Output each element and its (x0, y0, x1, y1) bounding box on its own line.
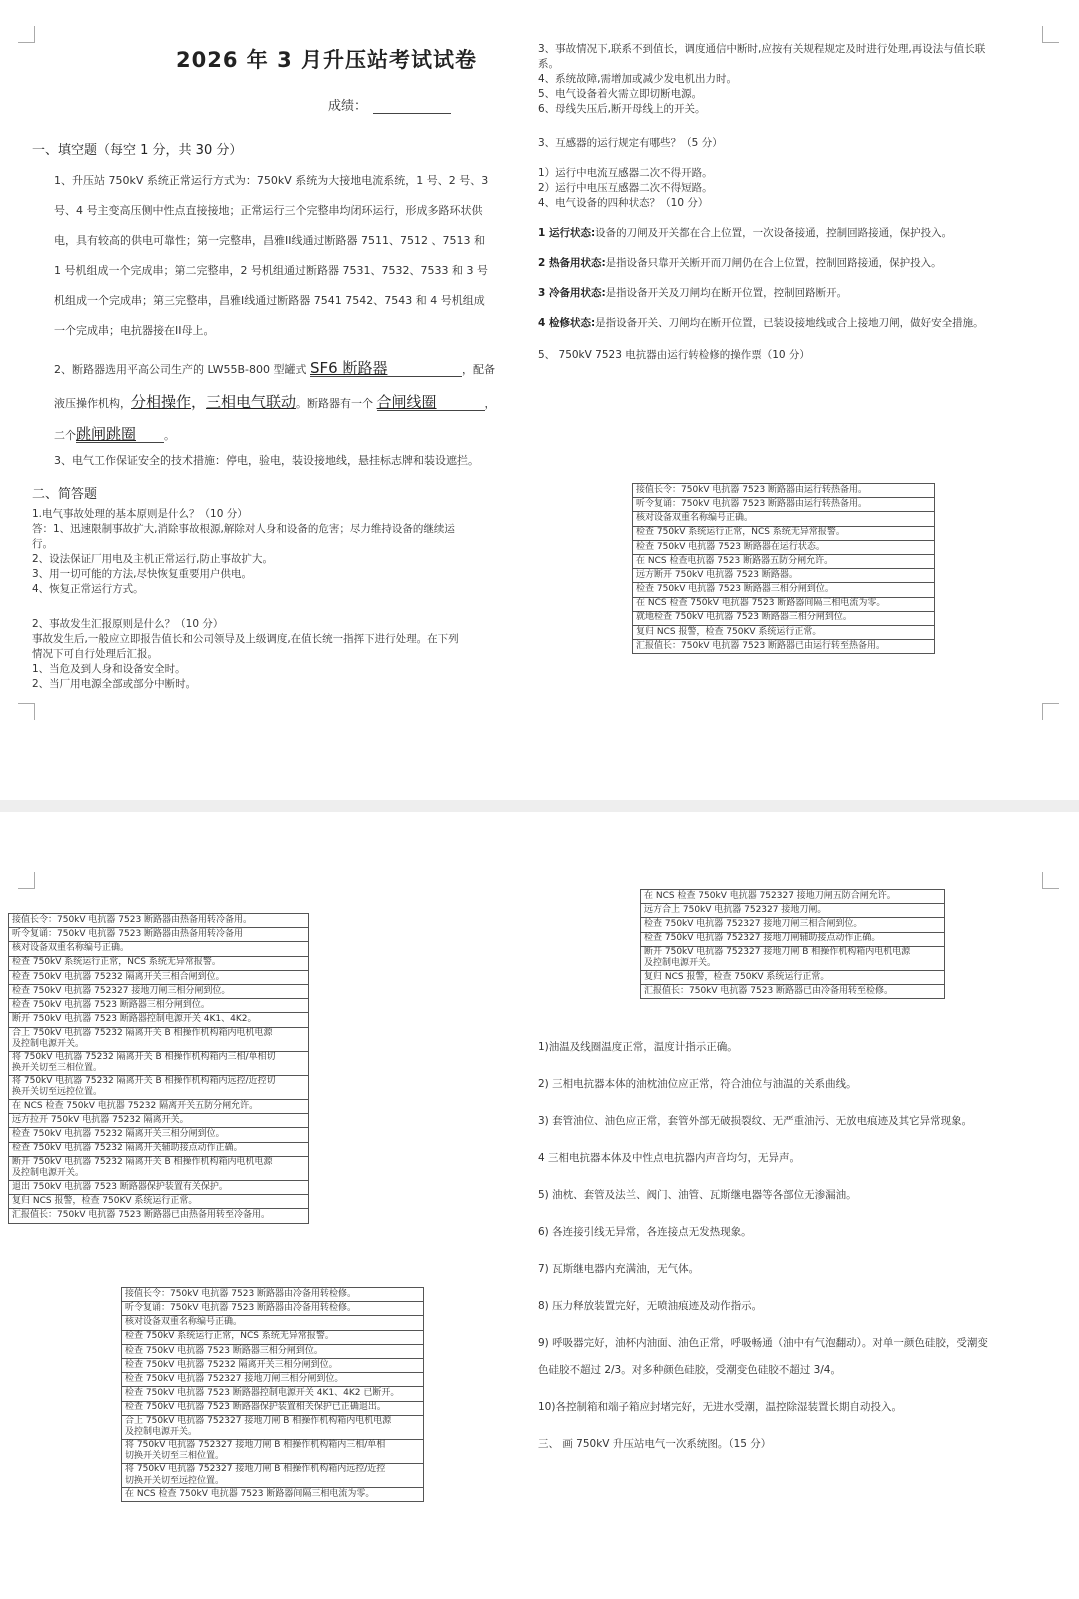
table-row (633, 540, 935, 554)
fill-q2-text: ，配备 (462, 363, 495, 376)
fill-q2-text: 二个 (54, 429, 76, 442)
table-row (9, 1195, 309, 1209)
table-row (122, 1316, 424, 1330)
text-line: 答：1、迅速限制事故扩大,消除事故根源,解除对人身和设备的危害；尽力维持设备的继续运 (32, 523, 455, 535)
table-row (633, 611, 935, 625)
fill-q3: 3、电气工作保证安全的技术措施：停电，验电，装设接地线，悬挂标志牌和装设遮拦。 (54, 454, 479, 467)
table-cell: 检查 750kV 电抗器 7523 断路器三相分闸到位。 (122, 1344, 424, 1358)
table-cell: 复归 NCS 报警，检查 750KV 系统运行正常。 (641, 970, 945, 984)
state-item (538, 286, 1058, 316)
score-label: 成绩： (328, 99, 368, 114)
table-cell: 在 NCS 检查 750kV 电抗器 752327 接地刀闸五防合闸允许。 (641, 890, 945, 904)
short-q3-heading: 3、互感器的运行规定有哪些？（5 分） (538, 137, 723, 149)
fill-q1 (54, 166, 519, 346)
fill-q2-text: 2、断路器选用平高公司生产的 LW55B-800 型罐式 (54, 363, 307, 376)
state-text: 是指设备开关及刀闸均在断开位置，控制回路断开。 (605, 287, 848, 299)
table-row (122, 1302, 424, 1316)
inspection-item: 色硅胶不超过 2/3。对多种颜色硅胶，受潮变色硅胶不超过 3/4。 (538, 1364, 841, 1376)
fill-q1-line: 一个完成串；电抗器接在II母上。 (54, 324, 215, 337)
text-line: 5、电气设备着火需立即切断电源。 (538, 88, 703, 100)
table-cell: 就地检查 750kV 电抗器 7523 断路器三相分闸到位。 (633, 611, 935, 625)
text-line: 4、电气设备的四种状态？（10 分） (538, 197, 709, 209)
table-row (641, 970, 945, 984)
text-line: 2、当厂用电源全部或部分中断时。 (32, 678, 197, 690)
table-row (9, 984, 309, 998)
table-row (122, 1387, 424, 1401)
table-cell: 核对设备双重名称编号正确。 (633, 512, 935, 526)
inspection-item: 7) 瓦斯继电器内充满油，无气体。 (538, 1263, 700, 1275)
table-cell: 将 750kV 电抗器 75232 隔离开关 B 相操作机构箱内三相/单相切 换开关切至三相位置。 (9, 1051, 309, 1075)
crop-mark (1042, 872, 1059, 889)
text-line: 3、用一切可能的方法,尽快恢复重要用户供电。 (32, 568, 253, 580)
state-text: 设备的刀闸及开关都在合上位置，一次设备接通，控制回路接通，保护投入。 (595, 227, 953, 239)
section3-heading: 三、 画 750kV 升压站电气一次系统图。（15 分） (538, 1438, 772, 1450)
fill-q2-text: ， (191, 393, 207, 411)
table-cell: 将 750kV 电抗器 75232 隔离开关 B 相操作机构箱内远控/近控切 换开关切至远控位置。 (9, 1075, 309, 1099)
table-cell: 检查 750kV 电抗器 752327 接地刀闸三相合闸到位。 (641, 918, 945, 932)
table-row (122, 1488, 424, 1502)
fill-q2-line-2 (54, 386, 519, 420)
text-line: 6、母线失压后,断开母线上的开关。 (538, 103, 706, 115)
table-cell: 检查 750kV 电抗器 75232 隔离开关三相分闸到位。 (122, 1358, 424, 1372)
table-cell: 将 750kV 电抗器 752327 接地刀闸 B 相操作机构箱内三相/单相 切换开关切至三相位置。 (122, 1439, 424, 1463)
text-line: 1、当危及到人身和设备安全时。 (32, 663, 186, 675)
table-cell: 远方合上 750kV 电抗器 752327 接地刀闸。 (641, 904, 945, 918)
table-cell: 断开 750kV 电抗器 75232 隔离开关 B 相操作机构箱内电机电源 及控制电源开关。 (9, 1156, 309, 1180)
inspection-item: 10)各控制箱和端子箱应封堵完好，无进水受潮，温控除湿装置长期自动投入。 (538, 1401, 902, 1413)
table-cell: 检查 750kV 系统运行正常，NCS 系统无异常报警。 (633, 526, 935, 540)
table-row (641, 946, 945, 970)
table-cell: 在 NCS 检查 750kV 电抗器 7523 断路器间隔三相电流为零。 (122, 1488, 424, 1502)
fill-q2 (54, 354, 519, 452)
text-line: 2、设法保证厂用电及主机正常运行,防止事故扩大。 (32, 553, 274, 565)
table-cell: 检查 750kV 电抗器 752327 接地刀闸三相分闸到位。 (9, 984, 309, 998)
table-cell: 远方断开 750kV 电抗器 7523 断路器。 (633, 569, 935, 583)
operation-ticket-table (632, 483, 935, 654)
table-cell: 核对设备双重名称编号正确。 (9, 942, 309, 956)
table-row (9, 1114, 309, 1128)
table-cell: 退出 750kV 电抗器 7523 断路器保护装置有关保护。 (9, 1181, 309, 1195)
table-cell: 听令复诵：750kV 电抗器 7523 断路器由运行转热备用。 (633, 498, 935, 512)
short-q1 (32, 507, 455, 597)
table-cell: 检查 750kV 系统运行正常，NCS 系统无异常报警。 (122, 1330, 424, 1344)
table-cell: 将 750kV 电抗器 752327 接地刀闸 B 相操作机构箱内远控/近控 切换开关切至远控位置。 (122, 1464, 424, 1488)
text-line: 4、恢复正常运行方式。 (32, 583, 144, 595)
table-cell: 听令复诵：750kV 电抗器 7523 断路器由冷备用转检修。 (122, 1302, 424, 1316)
crop-mark (18, 872, 35, 889)
operation-ticket-table (640, 889, 945, 999)
table-row (122, 1373, 424, 1387)
table-row (9, 1209, 309, 1223)
fill-q2-text: 液压操作机构， (54, 397, 131, 410)
inspection-item: 2) 三相电抗器本体的油枕油位应正常，符合油位与油温的关系曲线。 (538, 1078, 857, 1090)
table-cell: 检查 750kV 电抗器 75232 隔离开关辅助接点动作正确。 (9, 1142, 309, 1156)
table-cell: 复归 NCS 报警，检查 750KV 系统运行正常。 (633, 625, 935, 639)
state-label: 3 冷备用状态: (538, 287, 606, 299)
table-cell: 听令复诵：750kV 电抗器 7523 断路器由热备用转冷备用 (9, 928, 309, 942)
table-row (9, 1181, 309, 1195)
table-row (122, 1344, 424, 1358)
table-row (9, 914, 309, 928)
table-row (9, 928, 309, 942)
table-row (633, 640, 935, 654)
table-row (633, 512, 935, 526)
text-line: 4、系统故障,需增加或减少发电机出力时。 (538, 73, 738, 85)
table-row (641, 932, 945, 946)
text-line: 3、事故情况下,联系不到值长，调度通信中断时,应按有关规程规定及时进行处理,再设法与值长联 (538, 43, 986, 55)
state-label: 1 运行状态: (538, 227, 596, 239)
table-row (641, 985, 945, 999)
score-field (328, 95, 451, 114)
state-item (538, 226, 1058, 256)
table-row (633, 569, 935, 583)
short-q2-continued (538, 42, 1058, 117)
inspection-item: 4 三相电抗器本体及中性点电抗器内声音均匀，无异声。 (538, 1152, 801, 1164)
table-cell: 检查 750kV 电抗器 75232 隔离开关三相合闸到位。 (9, 970, 309, 984)
text-line: 事故发生后,一般应立即报告值长和公司领导及上级调度,在值长统一指挥下进行处理。在下列 (32, 633, 459, 645)
text-line: 1.电气事故处理的基本原则是什么？（10 分） (32, 508, 248, 520)
table-cell: 接值长令：750kV 电抗器 7523 断路器由冷备用转检修。 (122, 1288, 424, 1302)
short-q3 (538, 166, 713, 211)
inspection-list (538, 1038, 1058, 1453)
operation-ticket-table (121, 1287, 424, 1502)
inspection-item: 3) 套管油位、油色应正常，套管外部无破损裂纹、无严重油污、无放电痕迹及其它异常现象。 (538, 1115, 973, 1127)
table-cell: 汇报值长：750kV 电抗器 7523 断路器已由运行转至热备用。 (633, 640, 935, 654)
text-line: 2、事故发生汇报原则是什么？（10 分） (32, 618, 224, 630)
answer-blank: 分相操作 (131, 393, 192, 411)
table-row (633, 583, 935, 597)
table-row (122, 1358, 424, 1372)
table-cell: 在 NCS 检查 750kV 电抗器 7523 断路器间隔三相电流为零。 (633, 597, 935, 611)
answer-blank: 合闸线圈 (377, 394, 485, 411)
table-row (633, 526, 935, 540)
table-cell: 检查 750kV 电抗器 7523 断路器三相分闸到位。 (633, 583, 935, 597)
table-cell: 检查 750kV 电抗器 7523 断路器保护装置相关保护已正确退出。 (122, 1401, 424, 1415)
table-row (9, 999, 309, 1013)
text-line: 行。 (32, 538, 53, 550)
table-row (9, 1075, 309, 1099)
table-row (641, 890, 945, 904)
table-cell: 断开 750kV 电抗器 7523 断路器控制电源开关 4K1、4K2。 (9, 1013, 309, 1027)
inspection-item: 1)油温及线圈温度正常，温度计指示正确。 (538, 1041, 738, 1053)
table-row (122, 1401, 424, 1415)
answer-blank: SF6 断路器 (310, 360, 462, 377)
table-cell: 接值长令：750kV 电抗器 7523 断路器由运行转热备用。 (633, 484, 935, 498)
table-cell: 检查 750kV 电抗器 7523 断路器控制电源开关 4K1、4K2 已断开。 (122, 1387, 424, 1401)
crop-mark (1042, 26, 1059, 43)
fill-q2-text: 。 (164, 429, 175, 442)
table-cell: 检查 750kV 电抗器 752327 接地刀闸辅助接点动作正确。 (641, 932, 945, 946)
short-q2 (32, 617, 459, 692)
answer-blank: 跳闸跳圈 (76, 426, 164, 443)
section2-heading: 二、简答题 (32, 487, 98, 502)
table-cell: 检查 750kV 系统运行正常，NCS 系统无异常报警。 (9, 956, 309, 970)
fill-q1-line: 电，具有较高的供电可靠性；第一完整串，昌雅II线通过断路器 7511、7512 、7513 和 (54, 234, 485, 247)
inspection-item: 6) 各连接引线无异常，各连接点无发热现象。 (538, 1226, 752, 1238)
table-cell: 检查 750kV 电抗器 75232 隔离开关三相分闸到位。 (9, 1128, 309, 1142)
state-item (538, 316, 1058, 346)
section1-heading: 一、填空题（每空 1 分，共 30 分） (32, 143, 243, 158)
exam-title: 2026 年 3 月升压站考试试卷 (176, 48, 477, 72)
table-row (122, 1464, 424, 1488)
table-row (9, 956, 309, 970)
table-cell: 在 NCS 检查 750kV 电抗器 75232 隔离开关五防分闸允许。 (9, 1100, 309, 1114)
short-q5-heading: 5、 750kV 7523 电抗器由运行转检修的操作票（10 分） (538, 349, 810, 361)
inspection-item: 8) 压力释放装置完好，无喷油痕迹及动作指示。 (538, 1300, 763, 1312)
state-text: 是指设备开关、刀闸均在断开位置，已装设接地线或合上接地刀闸，做好安全措施。 (595, 317, 984, 329)
state-item (538, 256, 1058, 286)
crop-mark (1042, 703, 1059, 720)
fill-q2-line-1 (54, 354, 519, 386)
state-label: 4 检修状态: (538, 317, 596, 329)
score-blank (373, 99, 451, 114)
operation-ticket-table (8, 913, 309, 1224)
table-row (9, 1027, 309, 1051)
text-line: 1）运行中电流互感器二次不得开路。 (538, 167, 713, 179)
table-row (641, 904, 945, 918)
fill-q2-text: ， (484, 397, 496, 410)
fill-q1-line: 1 号机组成一个完成串；第二完整串，2 号机组通过断路器 7531、7532、7533 和 3 号 (54, 264, 488, 277)
table-cell: 远方拉开 750kV 电抗器 75232 隔离开关。 (9, 1114, 309, 1128)
table-cell: 检查 750kV 电抗器 7523 断路器三相分闸到位。 (9, 999, 309, 1013)
table-row (9, 1128, 309, 1142)
table-row (9, 1156, 309, 1180)
table-cell: 核对设备双重名称编号正确。 (122, 1316, 424, 1330)
fill-q1-line: 号、4 号主变高压侧中性点直接接地；正常运行三个完整串均闭环运行，形成多路环状供 (54, 204, 483, 217)
fill-q1-line: 机组成一个完成串；第三完整串，昌雅I线通过断路器 7541 7542、7543 和 4 号机组成 (54, 294, 485, 307)
state-text: 是指设备只靠开关断开而刀闸仍在合上位置，控制回路接通，保护投入。 (605, 257, 942, 269)
table-row (9, 970, 309, 984)
table-cell: 接值长令：750kV 电抗器 7523 断路器由热备用转冷备用。 (9, 914, 309, 928)
table-cell: 合上 750kV 电抗器 75232 隔离开关 B 相操作机构箱内电机电源 及控制电源开关。 (9, 1027, 309, 1051)
table-row (122, 1288, 424, 1302)
table-row (9, 1051, 309, 1075)
page-2 (0, 812, 1079, 1599)
table-row (9, 1013, 309, 1027)
table-cell: 汇报值长：750kV 电抗器 7523 断路器已由热备用转至冷备用。 (9, 1209, 309, 1223)
table-row (633, 554, 935, 568)
table-row (9, 1142, 309, 1156)
text-line: 2）运行中电压互感器二次不得短路。 (538, 182, 713, 194)
table-cell: 合上 750kV 电抗器 752327 接地刀闸 B 相操作机构箱内电机电源 及控制电源开关。 (122, 1415, 424, 1439)
state-label: 2 热备用状态: (538, 257, 606, 269)
table-cell: 复归 NCS 报警，检查 750KV 系统运行正常。 (9, 1195, 309, 1209)
table-cell: 检查 750kV 电抗器 752327 接地刀闸三相分闸到位。 (122, 1373, 424, 1387)
inspection-item: 5) 油枕、套管及法兰、阀门、油管、瓦斯继电器等各部位无渗漏油。 (538, 1189, 857, 1201)
table-cell: 断开 750kV 电抗器 752327 接地刀闸 B 相操作机构箱内电机电源 及控制电源开关。 (641, 946, 945, 970)
table-row (122, 1439, 424, 1463)
fill-q2-text: 。断路器有一个 (296, 397, 374, 410)
table-cell: 检查 750kV 电抗器 7523 断路器在运行状态。 (633, 540, 935, 554)
fill-q1-line: 1、升压站 750kV 系统正常运行方式为：750kV 系统为大接地电流系统，1 号、2 号、3 (54, 174, 489, 187)
table-row (641, 918, 945, 932)
table-row (633, 484, 935, 498)
table-cell: 在 NCS 检查电抗器 7523 断路器五防分闸允许。 (633, 554, 935, 568)
table-row (633, 625, 935, 639)
table-row (633, 498, 935, 512)
equipment-states (538, 226, 1058, 346)
crop-mark (18, 26, 35, 43)
text-line: 系。 (538, 58, 559, 70)
table-row (9, 1100, 309, 1114)
table-cell: 汇报值长：750kV 电抗器 7523 断路器已由冷备用转至检修。 (641, 985, 945, 999)
crop-mark (18, 703, 35, 720)
answer-blank: 三相电气联动 (206, 393, 297, 411)
table-row (9, 942, 309, 956)
table-row (122, 1415, 424, 1439)
inspection-item: 9) 呼吸器完好，油杯内油面、油色正常，呼吸畅通（油中有气泡翻动）。对单一颜色硅胶，受潮变 (538, 1337, 988, 1349)
text-line: 情况下可自行处理后汇报。 (32, 648, 158, 660)
table-row (633, 597, 935, 611)
table-row (122, 1330, 424, 1344)
